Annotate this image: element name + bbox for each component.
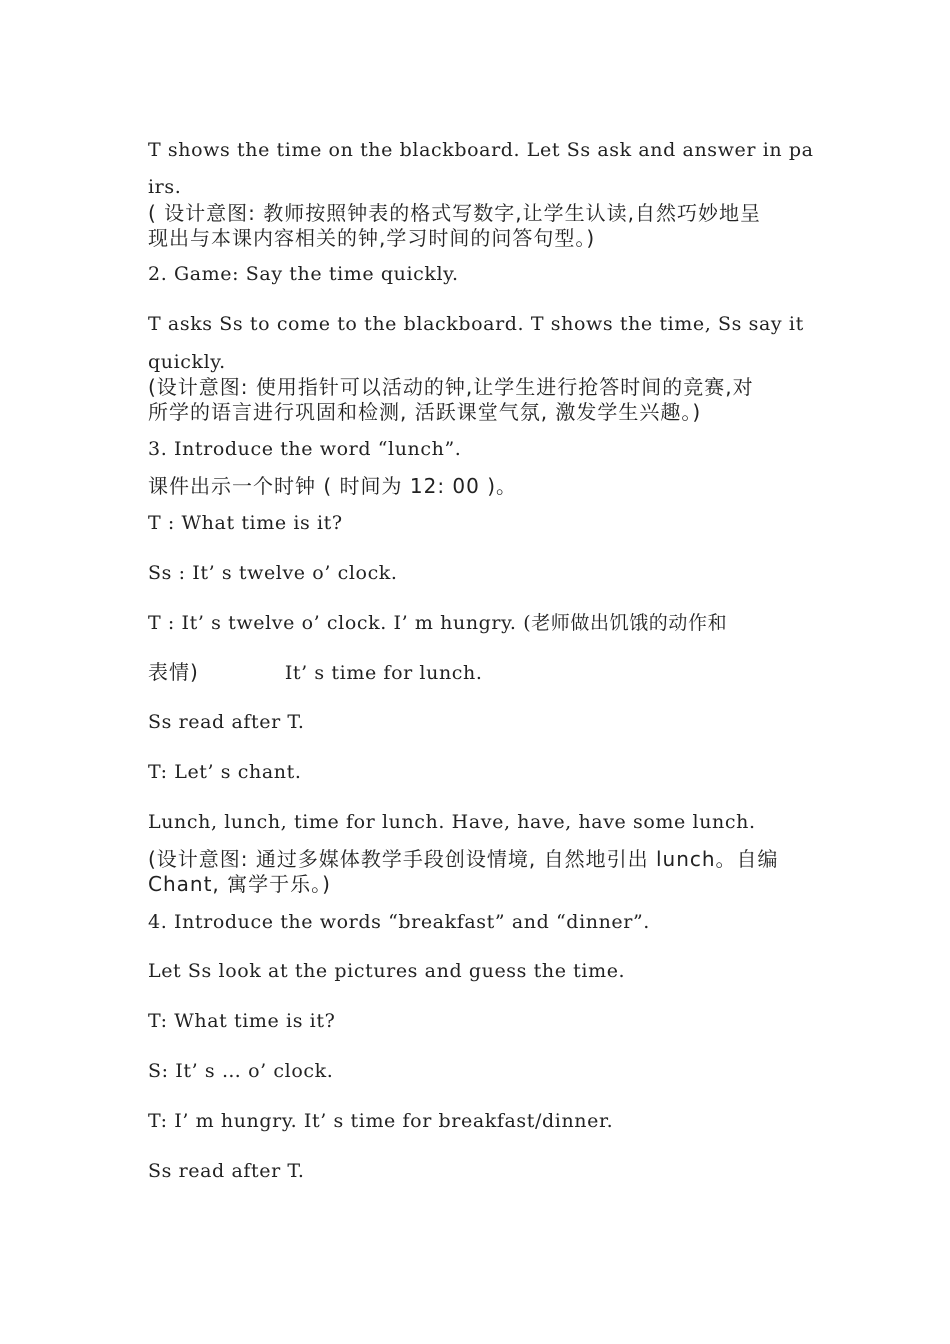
section2-design-line1: (设计意图: 使用指针可以活动的钟,让学生进行抢答时间的竞赛,对 [148,375,754,399]
section1-instruction-line2: irs. [148,176,182,198]
section1-instruction-line1: T shows the time on the blackboard. Let Ss ask and answer in pa [148,139,814,161]
section3-dialogue1: T : What time is it? [148,512,343,534]
section3-design-line2: Chant, 寓学于乐。) [148,872,331,896]
section4-dialogue1: T: What time is it? [148,1010,336,1032]
section4-heading: 4. Introduce the words “breakfast” and “dinner”. [148,911,650,933]
section3-dialogue2: Ss : It’ s twelve o’ clock. [148,562,398,584]
section3-design-line1: (设计意图: 通过多媒体教学手段创设情境, 自然地引出 lunch。自编 [148,847,779,871]
section4-dialogue3: T: I’ m hungry. It’ s time for breakfast/dinner. [148,1110,614,1132]
section4-dialogue2: S: It’ s … o’ clock. [148,1060,334,1082]
section4-instruction: Let Ss look at the pictures and guess the time. [148,960,626,982]
section3-chant: Lunch, lunch, time for lunch. Have, have, have some lunch. [148,811,756,833]
section2-instruction-line2: quickly. [148,351,226,373]
section3-dialogue3-expression: 表情) [148,660,199,684]
section3-dialogue3-lunch-time: It’ s time for lunch. [284,662,483,684]
section1-design-line1: ( 设计意图: 教师按照钟表的格式写数字,让学生认读,自然巧妙地呈 [148,201,761,225]
section3-chant-intro: T: Let’ s chant. [148,761,302,783]
section4-read: Ss read after T. [148,1160,305,1182]
section3-dialogue3-line2 [148,660,818,685]
section3-read: Ss read after T. [148,711,305,733]
section3-heading: 3. Introduce the word “lunch”. [148,438,462,460]
section3-dialogue3-line1: T : It’ s twelve o’ clock. I’ m hungry. (老师做出饥饿的动作和 [148,612,728,634]
section2-design-line2: 所学的语言进行巩固和检测, 活跃课堂气氛, 激发学生兴趣。) [148,400,702,424]
section1-design-line2: 现出与本课内容相关的钟,学习时间的问答句型。) [148,226,596,250]
section3-courseware: 课件出示一个时钟 ( 时间为 12: 00 )。 [148,474,518,498]
section2-instruction-line1: T asks Ss to come to the blackboard. T shows the time, Ss say it [148,313,804,335]
section2-heading: 2. Game: Say the time quickly. [148,263,459,285]
